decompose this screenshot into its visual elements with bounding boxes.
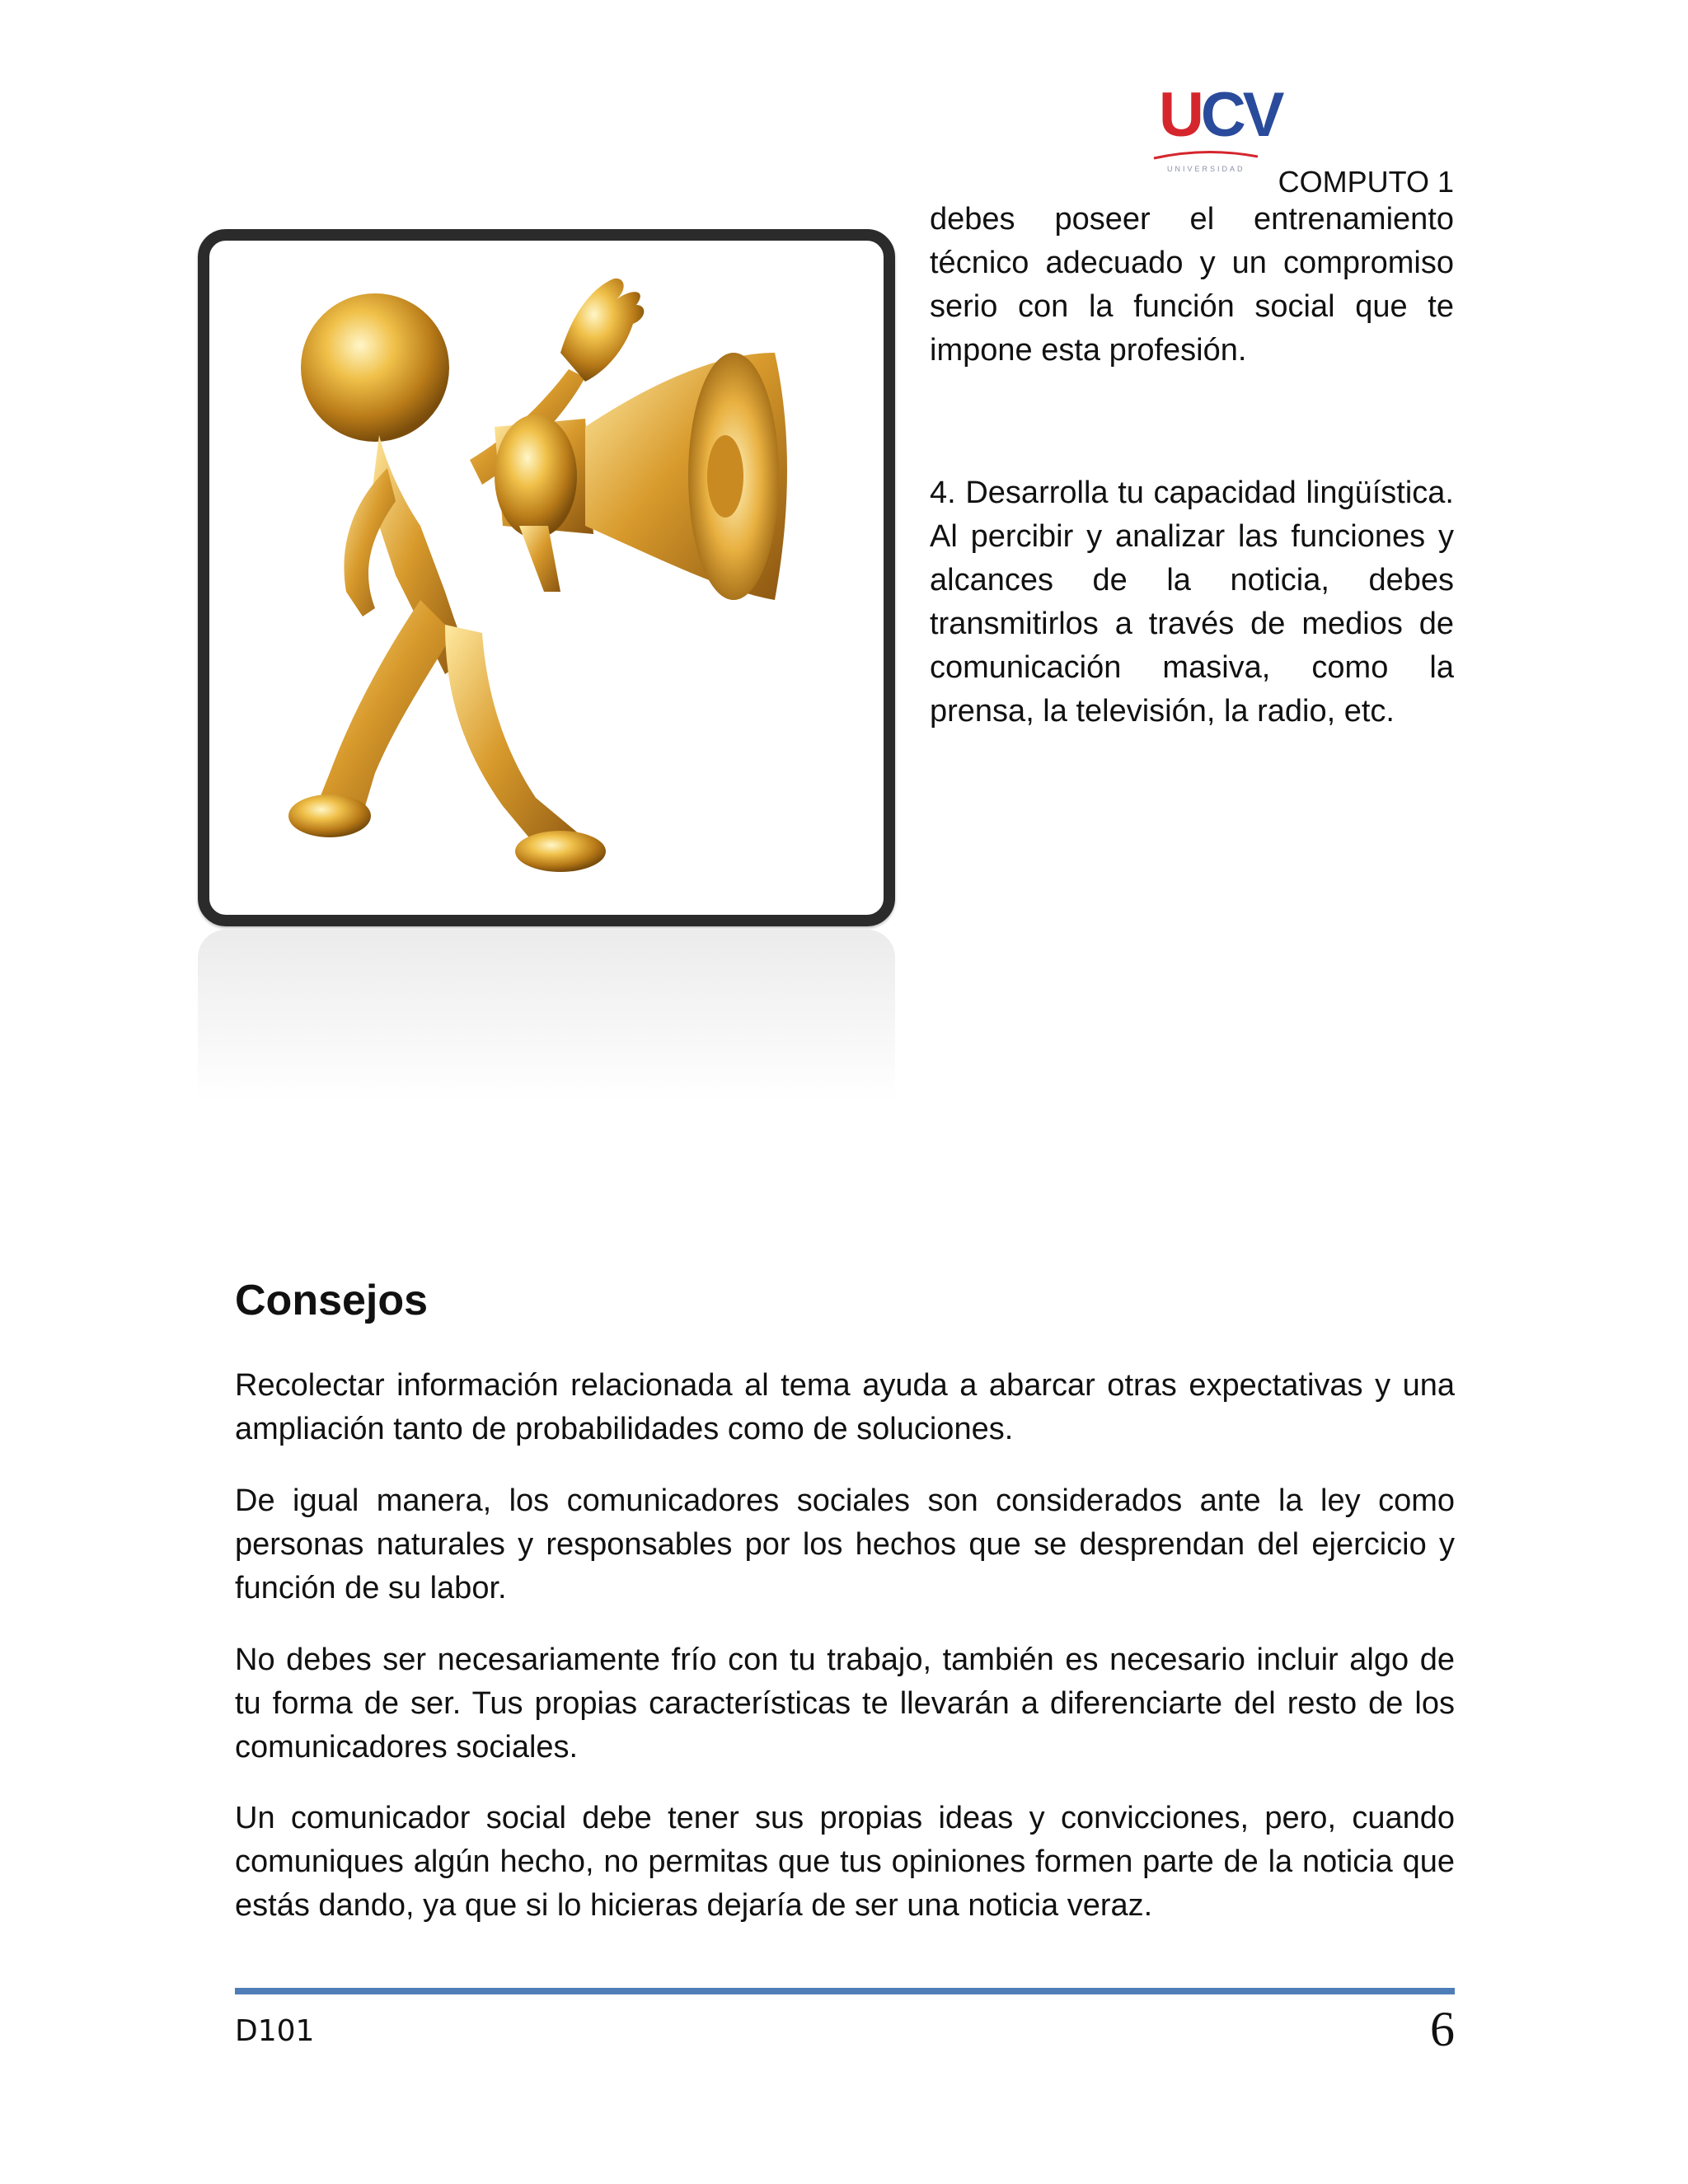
body-paragraph-3: No debes ser necesariamente frío con tu trabajo, también es necesario incluir algo de tu forma de ser. Tus propias características te llevarán a diferenciarte del resto de los comunicadores sociales. — [235, 1643, 1455, 1765]
column-paragraph-1: debes poseer el entrenamiento técnico adecuado y un compromiso serio con la función social que te impone esta profesión. — [930, 202, 1454, 368]
footer-rule — [235, 1988, 1455, 1994]
body-paragraph-2: De igual manera, los comunicadores sociales son considerados ante la ley como personas naturales y responsables por los hechos que se desprendan del ejercicio y función de su labor. — [235, 1483, 1455, 1605]
ucv-logo — [1152, 80, 1282, 173]
header-title: COMPUTO 1 — [1278, 165, 1454, 199]
footer-code: D101 — [235, 2014, 315, 2048]
golden-figure-megaphone-icon — [198, 229, 895, 926]
picture-reflection — [198, 930, 895, 1144]
section-heading: Consejos — [235, 1277, 429, 1324]
body-paragraph-4: Un comunicador social debe tener sus propias ideas y convicciones, pero, cuando comuniques algún hecho, no permitas que tus opiniones formen parte de la noticia que estás dando, ya que si lo hicieras dejaría de ser una noticia veraz. — [235, 1801, 1455, 1923]
logo-letter-u: U — [1159, 80, 1201, 150]
body-paragraph-1: Recolectar información relacionada al tema ayuda a abarcar otras expectativas y una ampliación tanto de probabilidades como de soluciones. — [235, 1368, 1455, 1446]
logo-subtitle: UNIVERSIDAD — [1167, 165, 1245, 173]
column-paragraph-2: 4. Desarrolla tu capacidad lingüística. Al percibir y analizar las funciones y alcances de la noticia, debes transmitirlos a través de medios de comunicación masiva, como la prensa, la televisión, la radio, etc. — [930, 476, 1454, 729]
page-number: 6 — [1430, 2002, 1455, 2056]
logo-swoosh-icon — [1152, 147, 1259, 163]
megaphone-illustration — [198, 229, 895, 926]
logo-letters-cv: CV — [1200, 80, 1282, 150]
